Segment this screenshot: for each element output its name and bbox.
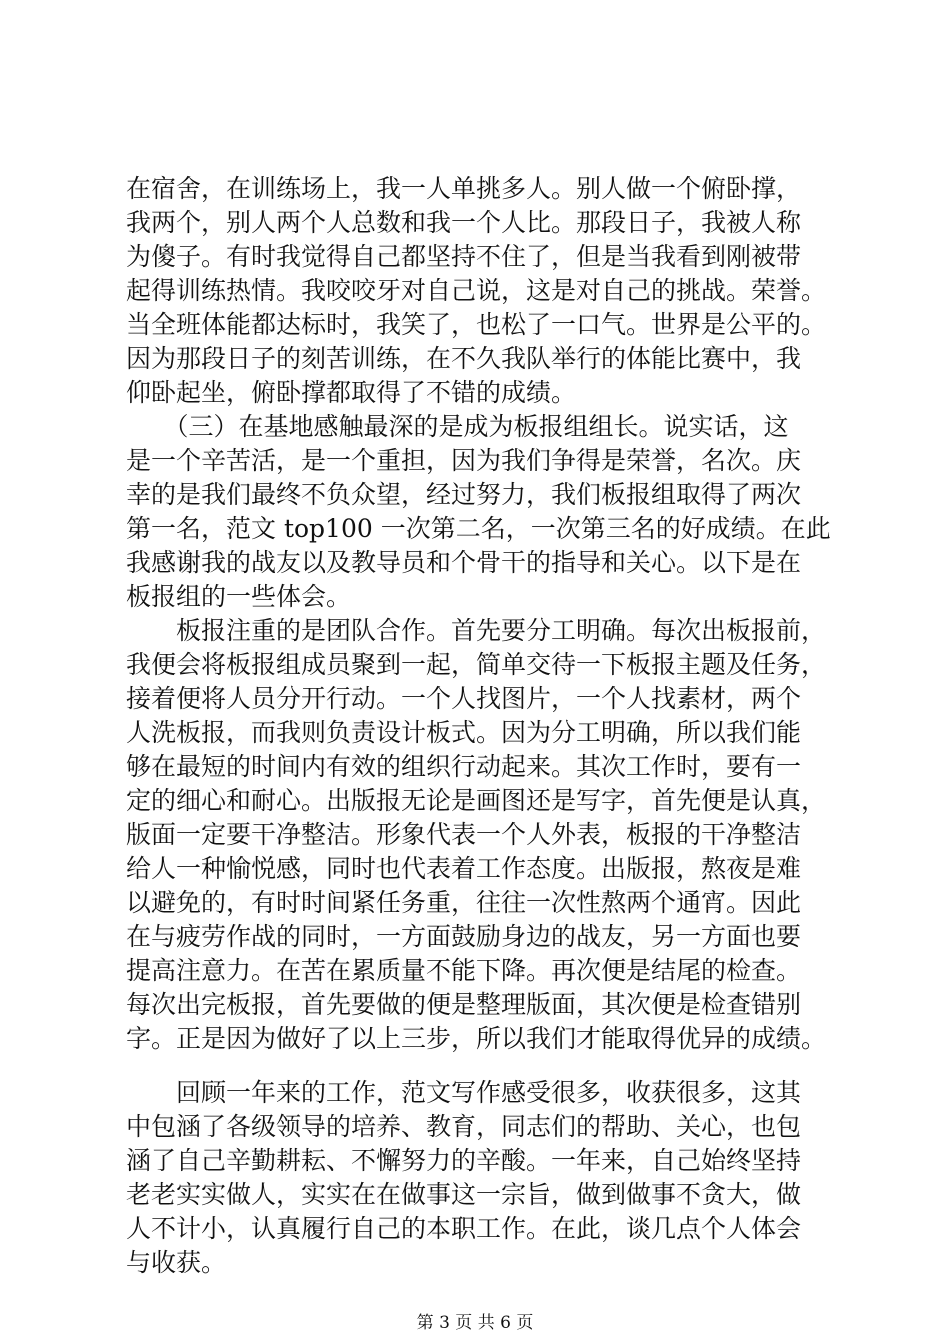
text-line: 我两个，别人两个人总数和我一个人比。那段日子，我被人称: [126, 208, 802, 237]
text-line: 提高注意力。在苦在累质量不能下降。再次便是结尾的检查。: [126, 956, 802, 985]
text-line: 字。正是因为做好了以上三步，所以我们才能取得优异的成绩。: [126, 1024, 827, 1053]
text-line: 仰卧起坐，俯卧撑都取得了不错的成绩。: [126, 378, 577, 407]
text-line: 我便会将板报组成员聚到一起，简单交待一下板报主题及任务，: [126, 650, 827, 679]
text-line: 老老实实做人，实实在在做事这一宗旨，做到做事不贪大，做: [126, 1180, 802, 1209]
text-line: 在宿舍，在训练场上，我一人单挑多人。别人做一个俯卧撑，: [126, 174, 802, 203]
text-line: 给人一种愉悦感，同时也代表着工作态度。出版报，熬夜是难: [126, 854, 802, 883]
text-line: 版面一定要干净整洁。形象代表一个人外表，板报的干净整洁: [126, 820, 802, 849]
text-line: 每次出完板报，首先要做的便是整理版面，其次便是检查错别: [126, 990, 802, 1019]
page-footer: 第 3 页 共 6 页: [416, 1313, 534, 1333]
text-line: 为傻子。有时我觉得自己都坚持不住了，但是当我看到刚被带: [126, 242, 802, 271]
text-line: 我感谢我的战友以及教导员和个骨干的指导和关心。以下是在: [126, 548, 802, 577]
text-line: 第一名，范文 top100 一次第二名，一次第三名的好成绩。在此: [126, 514, 831, 543]
text-line: 起得训练热情。我咬咬牙对自己说，这是对自己的挑战。荣誉。: [126, 276, 827, 305]
text-line: 当全班体能都达标时，我笑了，也松了一口气。世界是公平的。: [126, 310, 827, 339]
text-line: 人不计小，认真履行自己的本职工作。在此，谈几点个人体会: [126, 1214, 802, 1243]
text-line: 因为那段日子的刻苦训练，在不久我队举行的体能比赛中，我: [126, 344, 802, 373]
text-line: 以避免的，有时时间紧任务重，往往一次性熬两个通宵。因此: [126, 888, 802, 917]
text-line: 是一个辛苦活，是一个重担，因为我们争得是荣誉，名次。庆: [126, 446, 802, 475]
text-line: 回顾一年来的工作，范文写作感受很多，收获很多，这其: [126, 1078, 802, 1107]
text-line: 幸的是我们最终不负众望，经过努力，我们板报组取得了两次: [126, 480, 802, 509]
text-line: 在与疲劳作战的同时，一方面鼓励身边的战友，另一方面也要: [126, 922, 802, 951]
text-line: 板报组的一些体会。: [126, 582, 352, 611]
text-line: 中包涵了各级领导的培养、教育，同志们的帮助、关心，也包: [126, 1112, 802, 1141]
text-line: 接着便将人员分开行动。一个人找图片，一个人找素材，两个: [126, 684, 802, 713]
text-line: （三）在基地感触最深的是成为板报组组长。说实话，这: [126, 412, 789, 441]
text-line: 板报注重的是团队合作。首先要分工明确。每次出板报前，: [126, 616, 827, 645]
text-line: 够在最短的时间内有效的组织行动起来。其次工作时，要有一: [126, 752, 802, 781]
text-line: 与收获。: [126, 1248, 227, 1277]
text-line: 涵了自己辛勤耕耘、不懈努力的辛酸。一年来，自己始终坚持: [126, 1146, 802, 1175]
text-line: 人洗板报，而我则负责设计板式。因为分工明确，所以我们能: [126, 718, 802, 747]
text-line: 定的细心和耐心。出版报无论是画图还是写字，首先便是认真，: [126, 786, 827, 815]
